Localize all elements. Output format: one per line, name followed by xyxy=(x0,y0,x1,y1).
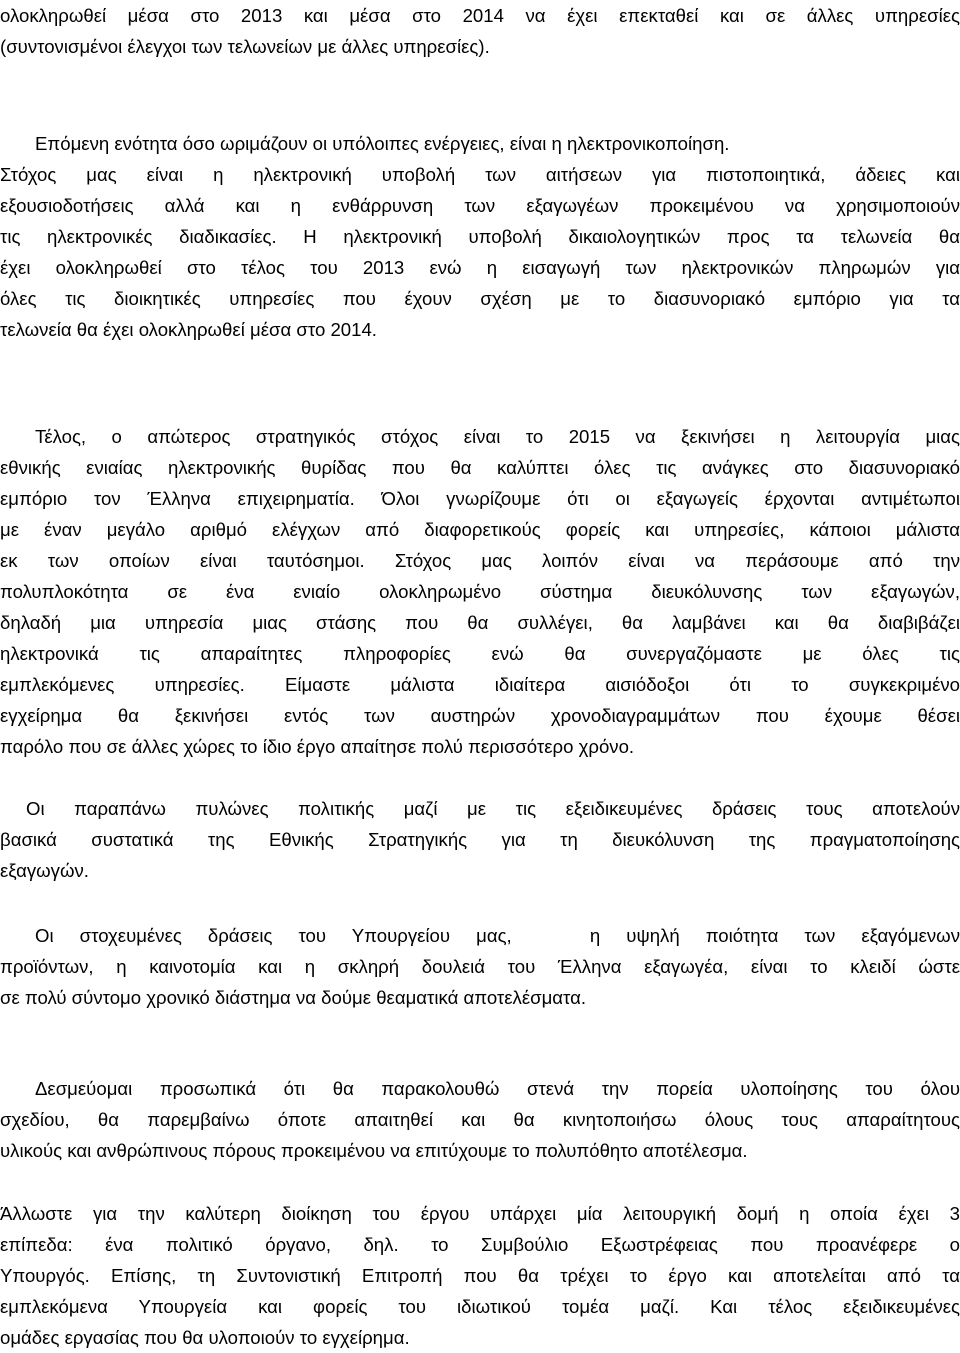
text-line: Υπουργός. Επίσης, τη Συντονιστική Επιτροπή που θα τρέχει το έργο και αποτελείται από τα xyxy=(0,1265,960,1286)
text-line: ολοκληρωθεί μέσα στο 2013 και μέσα στο 2014 να έχει επεκταθεί και σε άλλες υπηρεσίες xyxy=(0,5,960,26)
text-line: εγχείρημα θα ξεκινήσει εντός των αυστηρών χρονοδιαγραμμάτων που έχουμε θέσει xyxy=(0,705,960,726)
text-line: εθνικής ενιαίας ηλεκτρονικής θυρίδας που θα καλύπτει όλες τις ανάγκες στο διασυνοριακό xyxy=(0,457,960,478)
text-line: εμπλεκόμενες υπηρεσίες. Είμαστε μάλιστα ιδιαίτερα αισιόδοξοι ότι το συγκεκριμένο xyxy=(0,674,960,695)
paragraph-7 xyxy=(0,1198,960,1353)
text-line: ηλεκτρονικά τις απαραίτητες πληροφορίες ενώ θα συνεργαζόμαστε με όλες τις xyxy=(0,643,960,664)
text-line: σχεδίου, θα παρεμβαίνω όποτε απαιτηθεί και θα κινητοποιήσω όλους τους απαραίτητους xyxy=(0,1109,960,1130)
text-line: Τέλος, ο απώτερος στρατηγικός στόχος είναι το 2015 να ξεκινήσει η λειτουργία μιας xyxy=(35,426,960,447)
text-line: έχει ολοκληρωθεί στο τέλος του 2013 ενώ η εισαγωγή των ηλεκτρονικών πληρωμών για xyxy=(0,257,960,278)
text-line: Στόχος μας είναι η ηλεκτρονική υποβολή των αιτήσεων για πιστοποιητικά, άδειες και xyxy=(0,164,960,185)
text-line: εξουσιοδοτήσεις αλλά και η ενθάρρυνση των εξαγωγέων προκειμένου να χρησιμοποιούν xyxy=(0,195,960,216)
text-line: Οι παραπάνω πυλώνες πολιτικής μαζί με τις εξειδικευμένες δράσεις τους αποτελούν xyxy=(26,798,960,819)
text-line: Οι στοχευμένες δράσεις του Υπουργείου μας, η υψηλή ποιότητα των εξαγόμενων xyxy=(35,925,960,946)
text-line: επίπεδα: ένα πολιτικό όργανο, δηλ. το Συμβούλιο Εξωστρέφειας που προανέφερε ο xyxy=(0,1234,960,1255)
text-line: παρόλο που σε άλλες χώρες το ίδιο έργο απαίτησε πολύ περισσότερο χρόνο. xyxy=(0,736,635,757)
text-line: προϊόντων, η καινοτομία και η σκληρή δουλειά του Έλληνα εξαγωγέα, είναι το κλειδί ώστε xyxy=(0,956,960,977)
text-line: εξαγωγών. xyxy=(0,860,89,881)
text-line: πολυπλοκότητα σε ένα ενιαίο ολοκληρωμένο σύστημα διευκόλυνσης των εξαγωγών, xyxy=(0,581,960,602)
text-line: εμπόριο τον Έλληνα επιχειρηματία. Όλοι γνωρίζουμε ότι οι εξαγωγείς έρχονται αντιμέτωποι xyxy=(0,488,960,509)
text-line: υλικούς και ανθρώπινους πόρους προκειμένου να επιτύχουμε το πολυπόθητο αποτέλεσμα. xyxy=(0,1140,748,1161)
paragraph-3 xyxy=(0,421,960,762)
text-line: Δεσμεύομαι προσωπικά ότι θα παρακολουθώ στενά την πορεία υλοποίησης του όλου xyxy=(35,1078,960,1099)
paragraph-5 xyxy=(0,920,960,1013)
text-line: με έναν μεγάλο αριθμό ελέγχων από διαφορετικούς φορείς και υπηρεσίες, κάποιοι μάλιστα xyxy=(0,519,960,540)
paragraph-6 xyxy=(0,1073,960,1166)
text-line: (συντονισμένοι έλεγχοι των τελωνείων με άλλες υπηρεσίες). xyxy=(0,36,490,57)
text-line: δηλαδή μια υπηρεσία μιας στάσης που θα συλλέγει, θα λαμβάνει και θα διαβιβάζει xyxy=(0,612,960,633)
text-line: εμπλεκόμενα Υπουργεία και φορείς του ιδιωτικού τομέα μαζί. Και τέλος εξειδικευμένες xyxy=(0,1296,960,1317)
text-line: βασικά συστατικά της Εθνικής Στρατηγικής για τη διευκόλυνση της πραγματοποίησης xyxy=(0,829,960,850)
text-line: σε πολύ σύντομο χρονικό διάστημα να δούμε θεαματικά αποτελέσματα. xyxy=(0,987,587,1008)
text-line: Επόμενη ενότητα όσο ωριμάζουν οι υπόλοιπες ενέργειες, είναι η ηλεκτρονικοποίηση. xyxy=(35,133,730,154)
text-line: εκ των οποίων είναι ταυτόσημοι. Στόχος μας λοιπόν είναι να περάσουμε από την xyxy=(0,550,960,571)
text-line: τελωνεία θα έχει ολοκληρωθεί μέσα στο 2014. xyxy=(0,319,377,340)
text-line: ομάδες εργασίας που θα υλοποιούν το εγχείρημα. xyxy=(0,1327,410,1348)
text-line: όλες τις διοικητικές υπηρεσίες που έχουν σχέση με το διασυνοριακό εμπόριο για τα xyxy=(0,288,960,309)
paragraph-1 xyxy=(0,0,960,62)
text-line: Άλλωστε για την καλύτερη διοίκηση του έργου υπάρχει μία λειτουργική δομή η οποία έχει 3 xyxy=(0,1203,960,1224)
text-line: τις ηλεκτρονικές διαδικασίες. Η ηλεκτρονική υποβολή δικαιολογητικών προς τα τελωνεία θα xyxy=(0,226,960,247)
paragraph-2 xyxy=(0,128,960,345)
paragraph-4 xyxy=(0,793,960,886)
